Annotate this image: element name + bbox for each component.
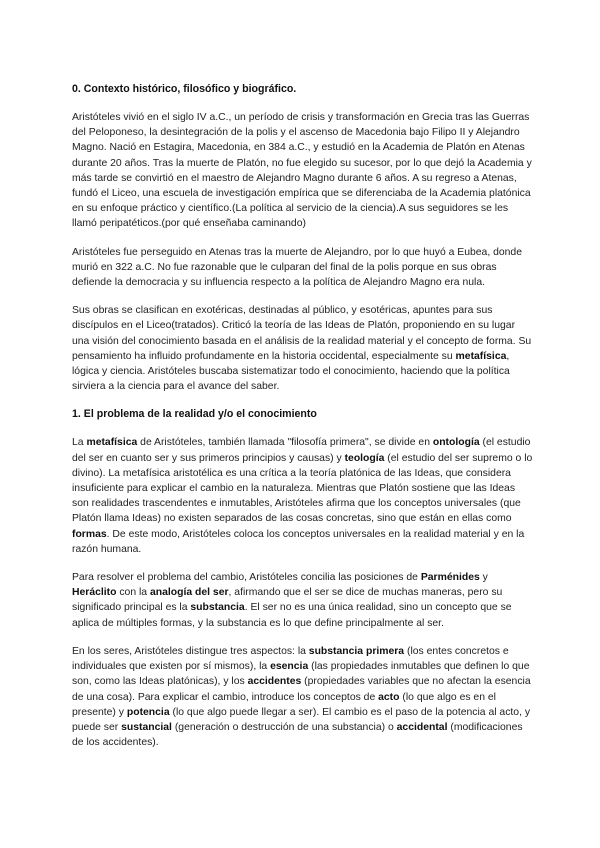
bold-term-parmenides: Parménides (420, 572, 480, 584)
text-run: (los entes concretos e individuales que existen por sí mismos), la (72, 645, 509, 673)
paragraph-persecution: Aristóteles fue perseguido en Atenas tras la muerte de Alejandro, por lo que huyó a Eubea, donde murió en 322 a.C. No fue razonable que le culparan del final de la polis porque en sus obras defiende la democracia y su influencia respecto a la política de Alejandro Magno era nula. (72, 246, 522, 289)
bold-term-ontologia: ontología (432, 437, 480, 449)
bold-term-potencia: potencia (126, 706, 170, 718)
bold-term-metafisica: metafísica (455, 350, 507, 362)
paragraph-change (72, 570, 534, 631)
text-run: (propiedades variables que no afectan la esencia de una cosa). Para explicar el cambio, introduce los conceptos de (72, 676, 531, 703)
bold-term-sustancial: sustancial (121, 721, 172, 733)
section-heading-context: 0. Contexto histórico, filosófico y biográfico. (72, 83, 297, 95)
bold-term-substancia-primera: substancia primera (308, 645, 405, 657)
text-run: de Aristóteles, también llamada "filosofía primera", se divide en (137, 437, 433, 449)
paragraph-biography: Aristóteles vivió en el siglo IV a.C., un período de crisis y transformación en Grecia tras las Guerras del Peloponeso, la desintegración de la polis y el ascenso de Macedonia bajo Filipo II y Alejandro Magno. Nació en Estagira, Macedonia, en 384 a.C., y estudió en la Academia de Platón en Atenas durante 20 años. Tras la muerte de Platón, no fue elegido su sucesor, por lo que dejó la Academia y más tarde se convirtió en el maestro de Alejandro Magno durante 6 años. A su regreso a Atenas, fundó el Liceo, una escuela de investigación empírica que se diferenciaba de la Academia platónica en su enfoque práctico y científico.(La política al servicio de la ciencia).A sus seguidores se les llamó peripatéticos.(por qué enseñaba caminando) (72, 112, 532, 230)
bold-term-heraclito: Heráclito (72, 587, 117, 599)
text-run: , lógica y ciencia. Aristóteles buscaba sistematizar todo el conocimiento, haciendo que la política sirviera a la ciencia para el avance del saber. (72, 350, 510, 393)
text-run: (el estudio del ser supremo o lo divino). La metafísica aristotélica es una crítica a la teoría platónica de las Ideas, que considera insuficiente para explicar el cambio en la naturaleza. Mientras que Platón sostiene que las Ideas son realidades trascendentes e inmutables, Aristóteles afirma que los conceptos universales (que Platón llama Ideas) no existen separados de las cosas concretas, sino que están en ellas como (72, 452, 533, 525)
bold-term-metafisica: metafísica (86, 437, 138, 449)
paragraph-aspects (72, 644, 534, 750)
text-run: , afirmando que el ser se dice de muchas maneras, pero su significado principal es la (72, 587, 503, 614)
bold-term-esencia: esencia (270, 661, 309, 673)
text-run: (lo que algo puede llegar a ser). El cambio es el paso de la potencia al acto, y puede ser (72, 706, 531, 733)
bold-term-substancia: substancia (190, 602, 245, 614)
text-run: La (72, 437, 87, 449)
text-run: (el estudio del ser en cuanto ser y sus primeros principios y causas) y (72, 437, 531, 464)
text-run: (lo que algo es en el presente) y (72, 691, 496, 718)
text-run: Sus obras se clasifican en exotéricas, destinadas al público, y esotéricas, apuntes para sus discípulos en el Liceo(tratados). Criticó la teoría de las Ideas de Platón, proponiendo en su lugar una visión del conocimiento basada en el análisis de la realidad material y el concepto de forma. Su pensamiento ha influido profundamente en la historia occidental, especialmente su (72, 305, 532, 362)
text-run: y (479, 572, 488, 584)
paragraph-metaphysics (72, 435, 534, 557)
text-run: con la (116, 587, 150, 599)
section-heading-reality: 1. El problema de la realidad y/o el conocimiento (72, 408, 317, 421)
bold-term-accidental: accidental (396, 721, 448, 733)
bold-term-formas: formas (72, 528, 107, 540)
text-run: . El ser no es una única realidad, sino un concepto que se aplica de múltiples formas, y la substancia es lo que define principalmente al ser. (72, 602, 512, 629)
text-run: (generación o destrucción de una substancia) o (171, 721, 397, 733)
paragraph-works (72, 303, 534, 394)
bold-term-accidentes: accidentes (247, 676, 302, 688)
text-run: En los seres, Aristóteles distingue tres aspectos: la (72, 645, 309, 657)
text-run: (modificaciones de los accidentes). (72, 721, 523, 749)
bold-term-teologia: teología (344, 452, 385, 464)
bold-term-analogia: analogía del ser (149, 587, 229, 599)
text-run: . De este modo, Aristóteles coloca los conceptos universales en la realidad material y en la razón humana. (72, 528, 525, 555)
text-run: (las propiedades inmutables que definen lo que son, como las Ideas platónicas), y los (72, 661, 530, 688)
bold-term-acto: acto (378, 691, 400, 703)
text-run: Para resolver el problema del cambio, Aristóteles concilia las posiciones de (72, 572, 421, 584)
document-body (72, 82, 534, 763)
